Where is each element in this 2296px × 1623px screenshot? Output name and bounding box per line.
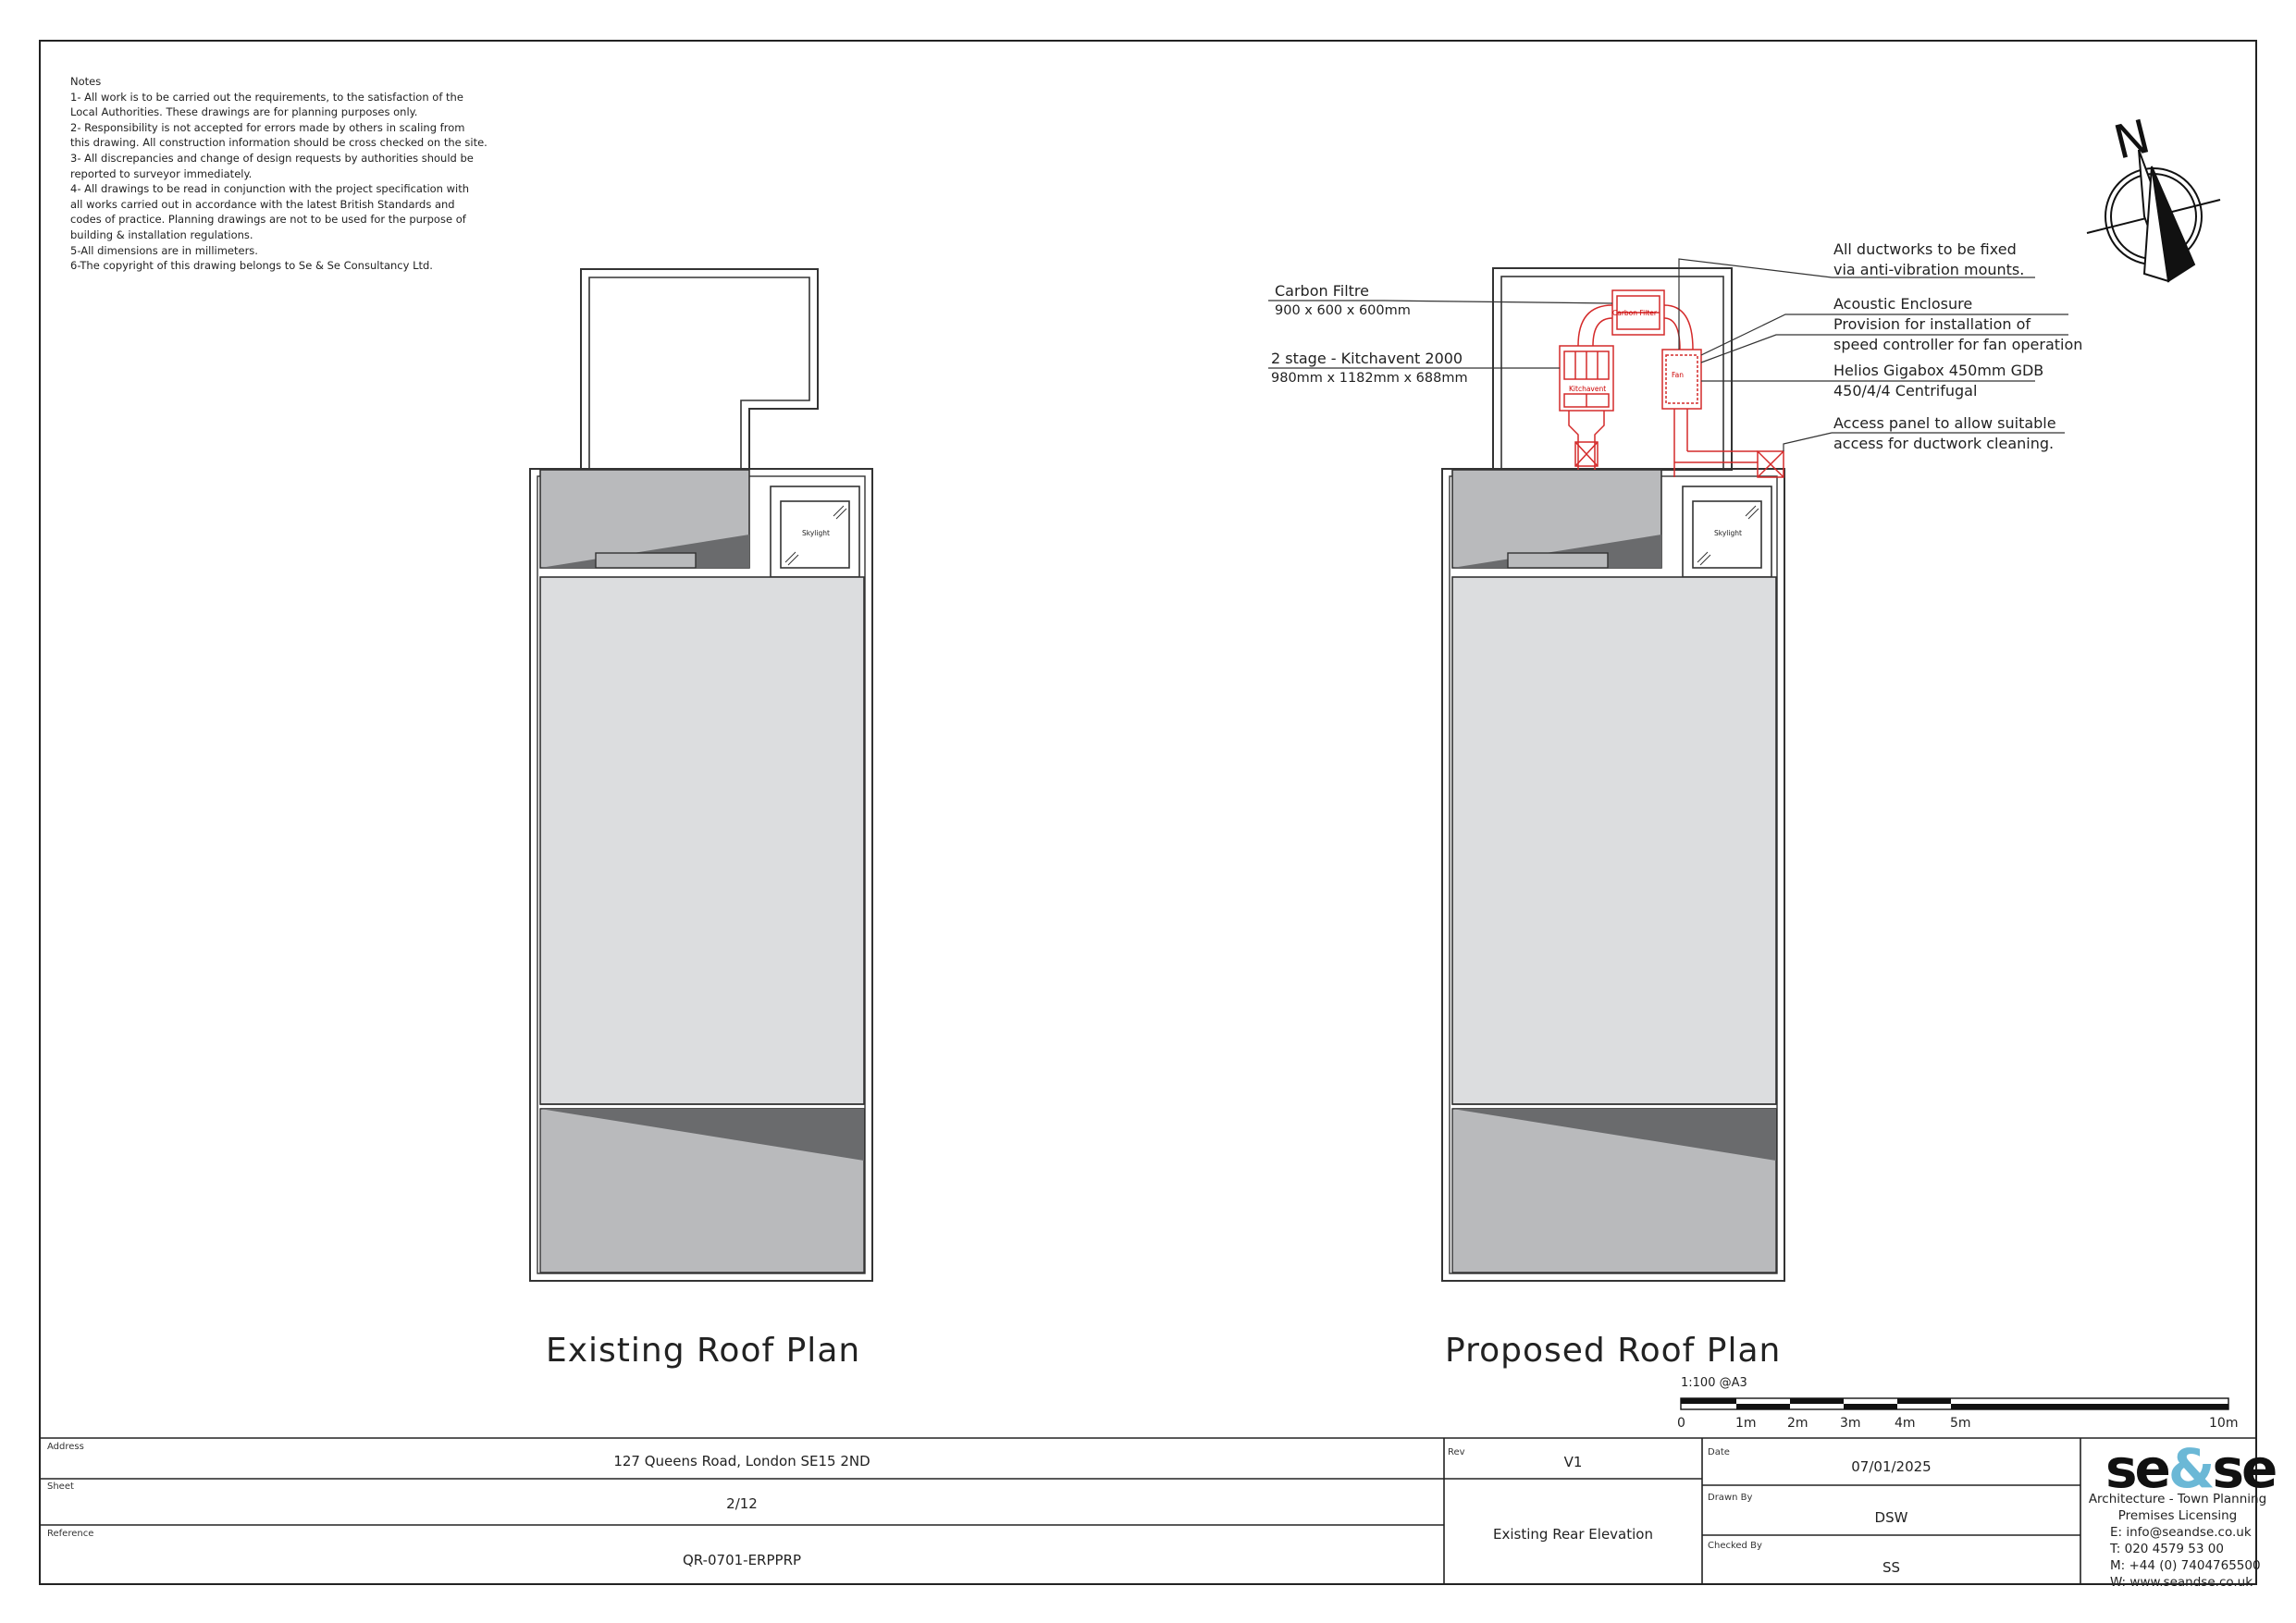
note-line: all works carried out in accordance with the latest British Standards and: [70, 197, 455, 211]
reference-value: QR-0701-ERPPRP: [682, 1552, 802, 1568]
rev-label: Rev: [1448, 1447, 1465, 1457]
contact-mobile: M: +44 (0) 7404765500: [2110, 1558, 2261, 1573]
date-value: 07/01/2025: [1851, 1458, 1932, 1475]
notes-heading: Notes: [70, 75, 102, 88]
scale-tick: 10m: [2209, 1416, 2239, 1431]
note-line: 1- All work is to be carried out the requirements, to the satisfaction of the: [70, 90, 463, 104]
scale-tick: 2m: [1787, 1416, 1808, 1431]
reference-label: Reference: [47, 1529, 94, 1539]
company-service: Architecture - Town Planning: [2088, 1492, 2267, 1506]
drawing-title-value: Existing Rear Elevation: [1493, 1526, 1653, 1543]
proposed-plan-title: Proposed Roof Plan: [1445, 1332, 1782, 1370]
note-line: 4- All drawings to be read in conjunction with the project specification with: [70, 182, 470, 196]
callout-acoustic: Acoustic Enclosure Provision for installation of speed controller for fan operation: [1833, 295, 2083, 353]
scale-tick: 0: [1677, 1416, 1685, 1431]
proposed-roof-plan: [1268, 259, 2068, 1281]
address-label: Address: [47, 1442, 84, 1452]
ventilation-equipment: [1560, 290, 1784, 477]
note-line: this drawing. All construction information should be cross checked on the site.: [70, 136, 488, 150]
existing-roof-plan: [530, 269, 872, 1281]
note-line: 5-All dimensions are in millimeters.: [70, 243, 258, 257]
date-label: Date: [1708, 1447, 1730, 1457]
company-logo: se&se: [2105, 1437, 2276, 1500]
carbon-filter-tag: Carbon Filter: [1612, 309, 1657, 317]
general-notes: [70, 74, 551, 274]
note-line: 3- All discrepancies and change of design requests by authorities should be: [70, 151, 474, 165]
north-letter: N: [2108, 109, 2155, 170]
north-arrow: [2087, 150, 2220, 281]
rev-value: V1: [1563, 1454, 1583, 1470]
kitchavent-tag: Kitchavent: [1569, 385, 1607, 393]
contact-email: E: info@seandse.co.uk: [2110, 1525, 2252, 1540]
skylight-label: Skylight: [802, 529, 830, 537]
note-line: Local Authorities. These drawings are for planning purposes only.: [70, 105, 418, 119]
callout-ductworks: All ductworks to be fixed via anti-vibration mounts.: [1833, 240, 2025, 278]
scale-bar: [1681, 1398, 2228, 1409]
note-line: 6-The copyright of this drawing belongs to Se & Se Consultancy Ltd.: [70, 259, 433, 273]
fan-tag: Fan: [1672, 371, 1684, 379]
company-service: Premises Licensing: [2117, 1508, 2238, 1523]
note-line: building & installation regulations.: [70, 227, 253, 241]
existing-plan-title: Existing Roof Plan: [546, 1332, 861, 1370]
contact-phone: T: 020 4579 53 00: [2110, 1542, 2224, 1556]
callout-access-panel: Access panel to allow suitable access for ductwork cleaning.: [1833, 414, 2056, 452]
note-line: 2- Responsibility is not accepted for errors made by others in scaling from: [70, 120, 465, 134]
checked-by-value: SS: [1882, 1559, 1901, 1576]
checked-by-label: Checked By: [1708, 1541, 1762, 1551]
skylight-label: Skylight: [1714, 529, 1742, 537]
drawn-by-label: Drawn By: [1708, 1493, 1753, 1503]
scale-tick: 1m: [1735, 1416, 1757, 1431]
callout-carbon-filtre: Carbon Filtre 900 x 600 x 600mm: [1275, 282, 1411, 318]
callout-helios: Helios Gigabox 450mm GDB 450/4/4 Centrifugal: [1833, 362, 2044, 400]
company-contact: [2080, 1491, 2275, 1591]
sheet-label: Sheet: [47, 1482, 74, 1492]
note-line: codes of practice. Planning drawings are not to be used for the purpose of: [70, 213, 466, 227]
callout-kitchavent: 2 stage - Kitchavent 2000 980mm x 1182mm x 688mm: [1271, 350, 1468, 386]
scale-tick: 3m: [1840, 1416, 1861, 1431]
sheet-value: 2/12: [726, 1495, 758, 1512]
drawn-by-value: DSW: [1874, 1509, 1908, 1526]
note-line: reported to surveyor immediately.: [70, 166, 253, 180]
scale-ratio: 1:100 @A3: [1681, 1376, 1747, 1390]
scale-tick: 5m: [1950, 1416, 1971, 1431]
address-value: 127 Queens Road, London SE15 2ND: [613, 1453, 870, 1469]
scale-tick: 4m: [1895, 1416, 1916, 1431]
contact-website: W: www.seandse.co.uk: [2110, 1575, 2253, 1590]
